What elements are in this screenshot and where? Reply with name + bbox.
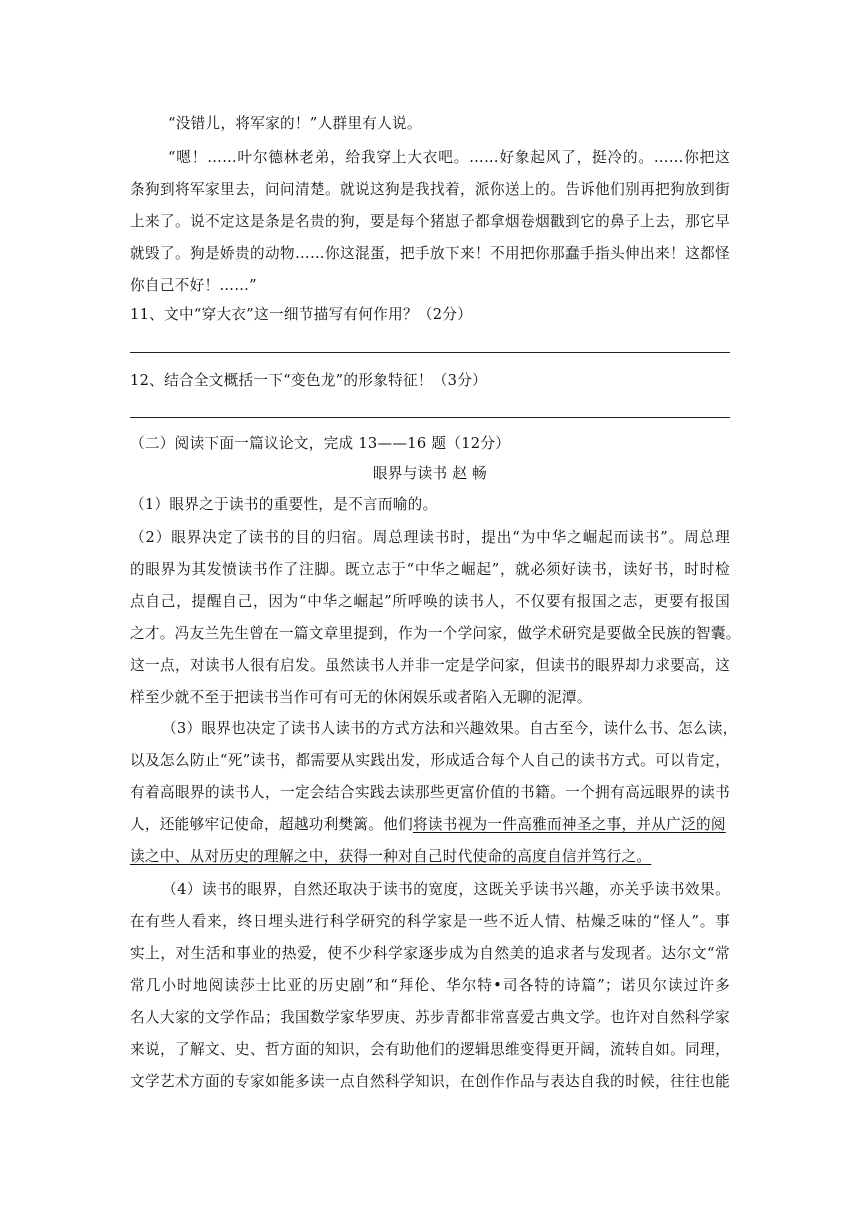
essay-line: 点自己，提醒自己，因为“中华之崛起”所呼唤的读书人，不仅要有报国之志，更要有报国 (130, 593, 730, 610)
answer-line-12[interactable] (130, 417, 730, 418)
essay-line: 常几小时地阅读莎士比亚的历史剧”和“拜伦、华尔特•司各特的诗篇”；诺贝尔读过许多 (130, 977, 730, 994)
essay-line: 文学艺术方面的专家如能多读一点自然科学知识，在创作作品与表达自我的时候，往往也能 (130, 1073, 730, 1090)
essay-paragraph-1: （1）眼界之于读书的重要性，是不言而喻的。 (130, 496, 438, 513)
answer-line-11[interactable] (130, 352, 730, 353)
essay-line: 的眼界为其发愤读书作了注脚。既立志于“中华之崛起”，就必须好读书，读好书，时时检 (130, 561, 730, 578)
story-line: 你自己不好！……” (130, 277, 257, 294)
essay-text: 人，还能够牢记使命，超越功利樊篱。他们 (130, 816, 413, 833)
section-intro: （二）阅读下面一篇议论文，完成 13——16 题（12分） (130, 435, 511, 452)
story-line: 就毁了。狗是娇贵的动物……你这混蛋，把手放下来！不用把你那蠢手指头伸出来！这都怪 (130, 245, 730, 262)
essay-line: （2）眼界决定了读书的目的归宿。周总理读书时，提出“为中华之崛起而读书”。周总理 (130, 529, 730, 546)
essay-line: （3）眼界也决定了读书人读书的方式方法和兴趣效果。自古至今，读什么书、怎么读， (162, 720, 738, 737)
essay-line-with-underline (130, 815, 730, 835)
essay-line: 样至少就不至于把读书当作可有可无的休闲娱乐或者陷入无聊的泥潭。 (130, 689, 592, 706)
question-12: 12、结合全文概括一下“变色龙”的形象特征！（3分） (130, 372, 488, 389)
story-paragraph-1: “没错儿，将军家的！”人群里有人说。 (168, 115, 422, 132)
question-11: 11、文中“穿大衣”这一细节描写有何作用？（2分） (130, 306, 473, 323)
essay-line: （4）读书的眼界，自然还取决于读书的宽度，这既关乎读书兴趣，亦关乎读书效果。 (162, 881, 730, 898)
story-line: “嗯！……叶尔德林老弟，给我穿上大衣吧。……好象起风了，挺冷的。……你把这 (168, 149, 730, 166)
story-line: 上来了。说不定这是条是名贵的狗，要是每个猪崽子都拿烟卷烟戳到它的鼻子上去，那它早 (130, 213, 730, 230)
essay-line: 在有些人看来，终日埋头进行科学研究的科学家是一些不近人情、枯燥乏味的“怪人”。事 (130, 913, 730, 930)
essay-line: 来说，了解文、史、哲方面的知识，会有助他们的逻辑思维变得更开阔，流转自如。同理， (130, 1041, 730, 1058)
essay-line: 之才。冯友兰先生曾在一篇文章里提到，作为一个学问家，做学术研究是要做全民族的智囊。 (130, 625, 741, 642)
essay-line: 名人大家的文学作品；我国数学家华罗庚、苏步青都非常喜爱古典文学。也许对自然科学家 (130, 1009, 730, 1026)
essay-line: 实上，对生活和事业的热爱，使不少科学家逐步成为自然美的追求者与发现者。达尔文“常 (130, 945, 730, 962)
story-line: 条狗到将军家里去，问问清楚。就说这狗是我找着，派你送上的。告诉他们别再把狗放到街 (130, 181, 730, 198)
essay-line: 有着高眼界的读书人，一定会结合实践去读那些更富价值的书籍。一个拥有高远眼界的读书 (130, 784, 730, 801)
essay-line: 以及怎么防止“死”读书，都需要从实践出发，形成适合每个人自己的读书方式。可以肯定， (130, 752, 730, 769)
underlined-sentence: 读之中、从对历史的理解之中，获得一种对自己时代使命的高度自信并笃行之。 (130, 848, 652, 865)
underlined-sentence: 将读书视为一件高雅而神圣之事，并从广泛的阅 (412, 816, 726, 833)
essay-line: 这一点，对读书人很有启发。虽然读书人并非一定是学问家，但读书的眼界却力求要高，这 (130, 657, 730, 674)
essay-title: 眼界与读书 赵 畅 (372, 465, 488, 482)
